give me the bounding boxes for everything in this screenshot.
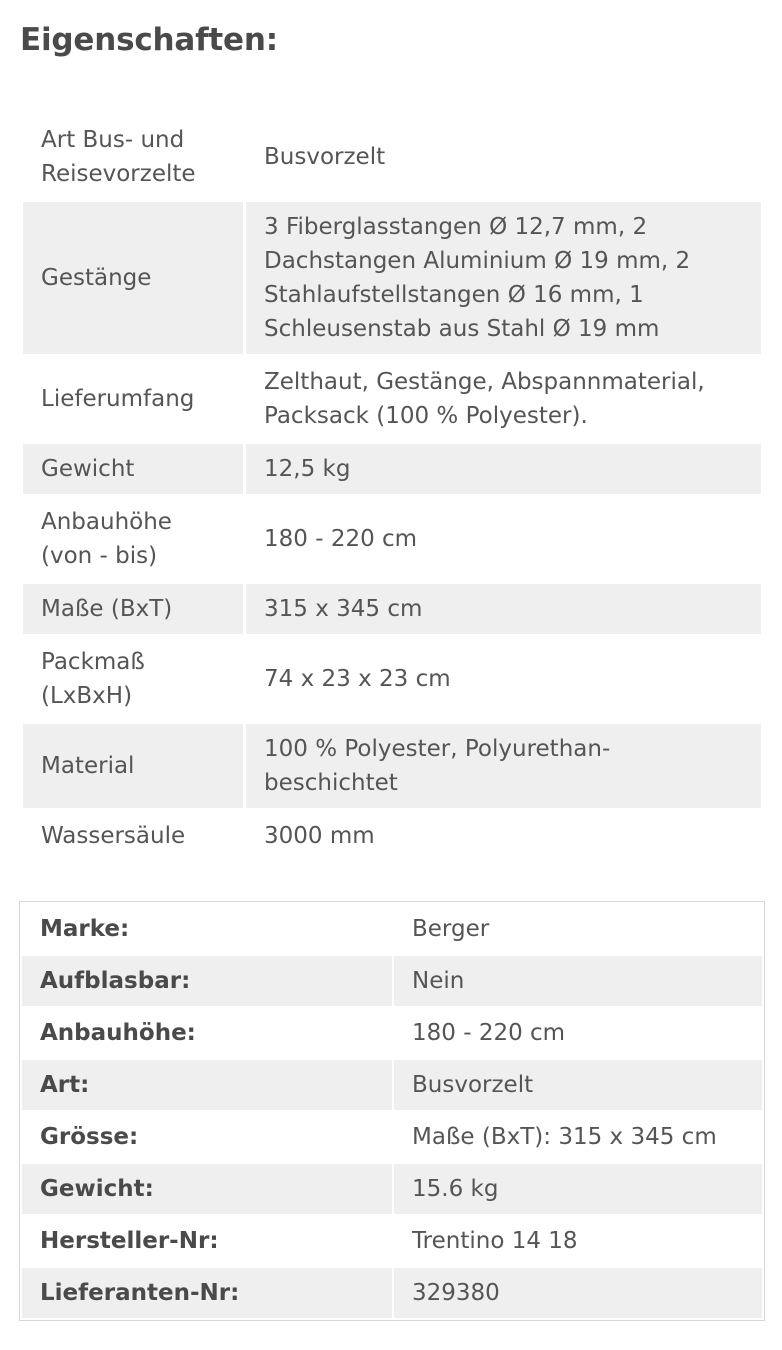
property-value: Busvorzelt (264, 144, 386, 170)
attributes-table (20, 902, 764, 1320)
property-value: 3 Fiberglasstangen Ø 12,7 mm, 2 Dachstangen Aluminium Ø 19 mm, 2 Stahlaufstellstangen Ø 16 mm, 1 Schleusenstab aus Stahl Ø 19 mm (246, 202, 761, 354)
properties-row (23, 497, 761, 581)
property-name: Art Bus- und Reisevorzelte (41, 127, 196, 187)
attribute-row (22, 1164, 762, 1214)
attribute-row (22, 1268, 762, 1318)
attribute-row (22, 1008, 762, 1058)
properties-row (23, 811, 761, 861)
attribute-name: Art: (22, 1060, 392, 1110)
properties-row (23, 724, 761, 808)
attribute-value: Maße (BxT): 315 x 345 cm (412, 1124, 717, 1150)
property-value: 180 - 220 cm (264, 526, 418, 552)
properties-row (23, 357, 761, 441)
attribute-name: Grösse: (40, 1124, 139, 1150)
attribute-row (22, 904, 762, 954)
attribute-name: Anbauhöhe: (40, 1020, 196, 1046)
property-value: 100 % Polyester, Polyurethan-beschichtet (246, 724, 761, 808)
properties-row (23, 202, 761, 354)
property-name: Maße (BxT) (23, 584, 243, 634)
properties-row (23, 637, 761, 721)
properties-table (20, 112, 764, 864)
property-value: 74 x 23 x 23 cm (264, 666, 451, 692)
attribute-row (22, 1112, 762, 1162)
property-name: Anbauhöhe (von - bis) (41, 509, 172, 569)
property-name: Gestänge (23, 202, 243, 354)
attribute-row (22, 1216, 762, 1266)
property-name: Packmaß (LxBxH) (41, 649, 145, 709)
attribute-name: Gewicht: (22, 1164, 392, 1214)
attributes-box (19, 901, 765, 1321)
attribute-value: 180 - 220 cm (412, 1020, 566, 1046)
property-name: Lieferumfang (41, 386, 195, 412)
property-value: Zelthaut, Gestänge, Abspannmaterial, Packsack (100 % Polyester). (264, 369, 705, 429)
attribute-value: Berger (412, 916, 490, 942)
attribute-name: Lieferanten-Nr: (22, 1268, 392, 1318)
attribute-row (22, 1060, 762, 1110)
attribute-row (22, 956, 762, 1006)
property-value: 315 x 345 cm (246, 584, 761, 634)
attribute-value: 329380 (394, 1268, 762, 1318)
attribute-value: Nein (394, 956, 762, 1006)
attribute-name: Aufblasbar: (22, 956, 392, 1006)
attribute-value: 15.6 kg (394, 1164, 762, 1214)
attribute-value: Busvorzelt (394, 1060, 762, 1110)
properties-row (23, 115, 761, 199)
properties-row (23, 444, 761, 494)
property-value: 3000 mm (264, 823, 375, 849)
attribute-name: Marke: (40, 916, 130, 942)
property-name: Wassersäule (41, 823, 186, 849)
property-name: Gewicht (23, 444, 243, 494)
attribute-name: Hersteller-Nr: (40, 1228, 219, 1254)
property-value: 12,5 kg (246, 444, 761, 494)
page-title: Eigenschaften: (20, 22, 278, 58)
attribute-value: Trentino 14 18 (412, 1228, 578, 1254)
properties-row (23, 584, 761, 634)
property-name: Material (23, 724, 243, 808)
